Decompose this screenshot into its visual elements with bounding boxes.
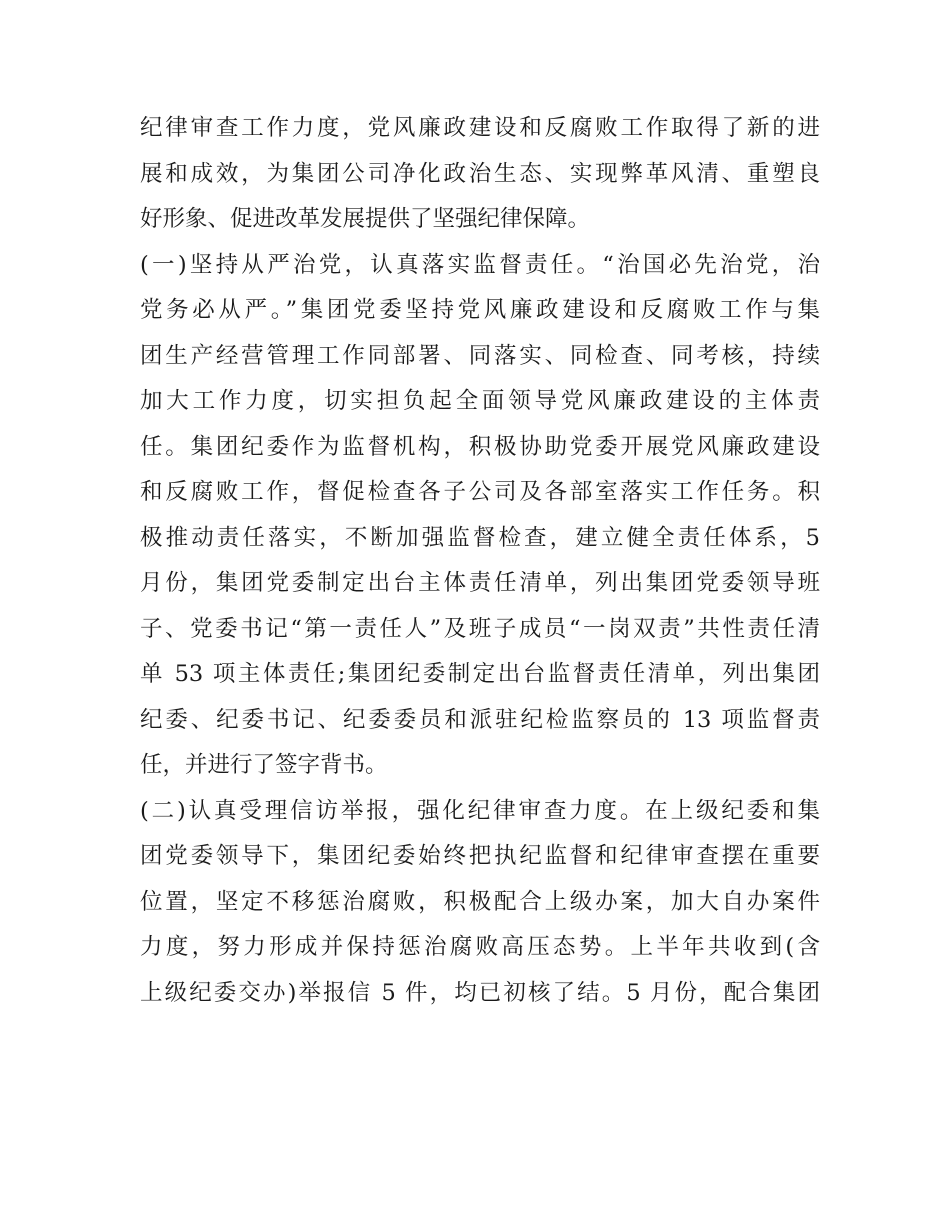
text-line: 任。集团纪委作为监督机构，积极协助党委开展党风廉政建设 xyxy=(140,433,820,460)
text-line: 加大工作力度，切实担负起全面领导党风廉政建设的主体责 xyxy=(140,388,820,414)
text-line: 上级纪委交办)举报信 5 件，均已初核了结。5 月份，配合集团 xyxy=(140,979,820,1006)
text-line: 团生产经营管理工作同部署、同落实、同检查、同考核，持续 xyxy=(140,342,820,369)
text-line: 纪委、纪委书记、纪委委员和派驻纪检监察员的 13 项监督责 xyxy=(140,706,820,733)
text-line: 位置，坚定不移惩治腐败，积极配合上级办案，加大自办案件 xyxy=(140,888,820,915)
body-text xyxy=(140,106,820,1016)
text-line: 纪律审查工作力度，党风廉政建设和反腐败工作取得了新的进 xyxy=(140,115,820,141)
section-heading-line: (二)认真受理信访举报，强化纪律审查力度。在上级纪委和集 xyxy=(140,797,820,824)
text-line: 团党委领导下，集团纪委始终把执纪监督和纪律审查摆在重要 xyxy=(140,843,820,869)
text-line: 好形象、促进改革发展提供了坚强纪律保障。 xyxy=(140,206,591,232)
text-line: 和反腐败工作，督促检查各子公司及各部室落实工作任务。积 xyxy=(140,479,820,505)
section-heading-line: (一)坚持从严治党，认真落实监督责任。“治国必先治党，治 xyxy=(140,251,820,278)
text-line: 力度，努力形成并保持惩治腐败高压态势。上半年共收到(含 xyxy=(140,934,820,960)
text-line: 子、党委书记“第一责任人”及班子成员“一岗双责”共性责任清 xyxy=(140,615,820,642)
text-line: 月份，集团党委制定出台主体责任清单，列出集团党委领导班 xyxy=(140,570,820,596)
text-line: 极推动责任落实，不断加强监督检查，建立健全责任体系，5 xyxy=(140,524,820,551)
text-line: 展和成效，为集团公司净化政治生态、实现弊革风清、重塑良 xyxy=(140,160,820,187)
text-line: 党务必从严。”集团党委坚持党风廉政建设和反腐败工作与集 xyxy=(140,297,820,323)
text-line: 任，并进行了签字背书。 xyxy=(140,752,388,778)
text-line: 单 53 项主体责任;集团纪委制定出台监督责任清单，列出集团 xyxy=(140,661,820,687)
